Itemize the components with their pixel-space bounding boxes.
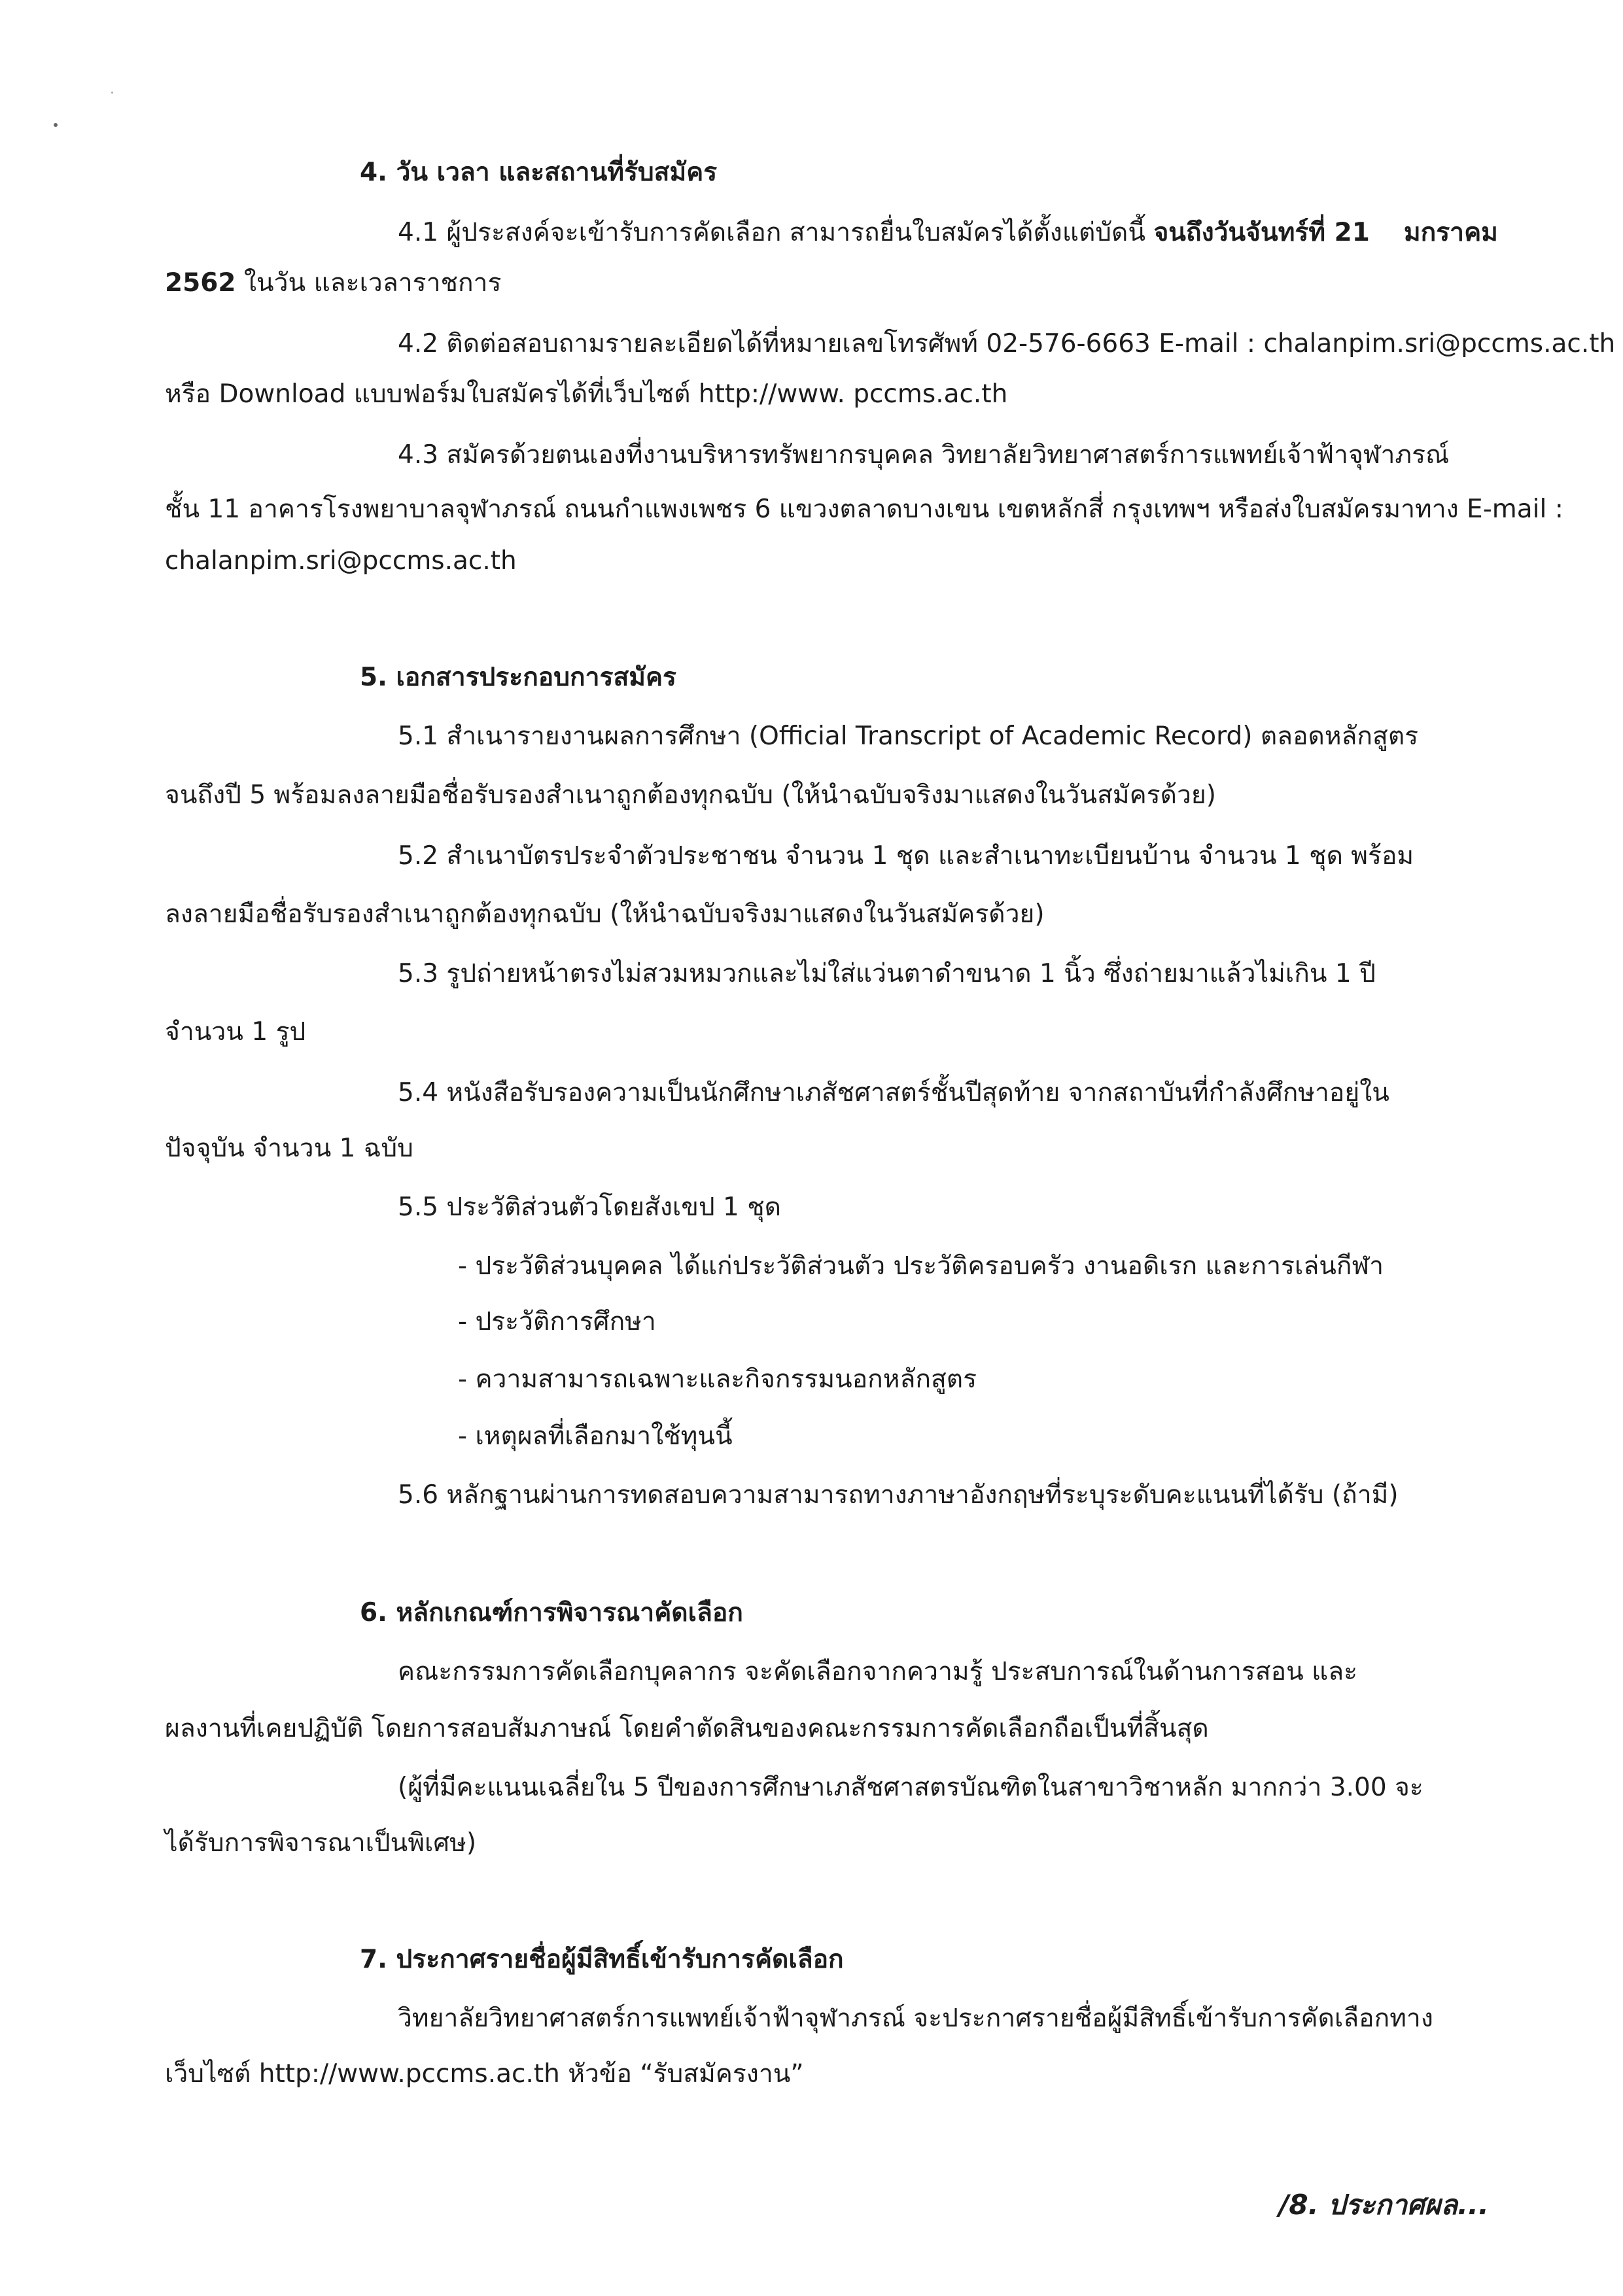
scan-speck bbox=[111, 92, 113, 94]
section-5-5: 5.5 ประวัติส่วนตัวโดยสังเขป 1 ชุด bbox=[398, 1192, 782, 1222]
scan-speck bbox=[54, 123, 58, 127]
section-4-3-line-1: 4.3 สมัครด้วยตนเองที่งานบริหารทรัพยากรบุคคล วิทยาลัยวิทยาศาสตร์การแพทย์เจ้าฟ้าจุฬาภรณ์ bbox=[398, 440, 1450, 470]
deadline-year: 2562 bbox=[165, 268, 236, 298]
text-segment: 4.1 ผู้ประสงค์จะเข้ารับการคัดเลือก สามารถยื่นใบสมัครได้ตั้งแต่บัดนี้ bbox=[398, 218, 1146, 247]
section-4-heading: 4. วัน เวลา และสถานที่รับสมัคร bbox=[360, 158, 718, 187]
section-6-line-2: ผลงานที่เคยปฏิบัติ โดยการสอบสัมภาษณ์ โดยคำตัดสินของคณะกรรมการคัดเลือกถือเป็นที่สิ้นสุด bbox=[165, 1714, 1209, 1743]
section-5-4-line-1: 5.4 หนังสือรับรองความเป็นนักศึกษาเภสัชศาสตร์ชั้นปีสุดท้าย จากสถาบันที่กำลังศึกษาอยู่ใน bbox=[398, 1078, 1389, 1107]
section-6-line-3: (ผู้ที่มีคะแนนเฉลี่ยใน 5 ปีของการศึกษาเภสัชศาสตรบัณฑิตในสาขาวิชาหลัก มากกว่า 3.00 จะ bbox=[398, 1773, 1423, 1802]
section-7-heading: 7. ประกาศรายชื่อผู้มีสิทธิ์เข้ารับการคัดเลือก bbox=[360, 1945, 844, 1974]
section-4-3-line-3: chalanpim.sri@pccms.ac.th bbox=[165, 546, 517, 576]
section-7-line-2: เว็บไซต์ http://www.pccms.ac.th หัวข้อ “รับสมัครงาน” bbox=[165, 2059, 804, 2089]
section-5-6: 5.6 หลักฐานผ่านการทดสอบความสามารถทางภาษาอังกฤษที่ระบุระดับคะแนนที่ได้รับ (ถ้ามี) bbox=[398, 1480, 1399, 1510]
section-7-line-1: วิทยาลัยวิทยาศาสตร์การแพทย์เจ้าฟ้าจุฬาภรณ์ จะประกาศรายชื่อผู้มีสิทธิ์เข้ารับการคัดเลือกทาง bbox=[398, 2004, 1433, 2033]
section-5-2-line-1: 5.2 สำเนาบัตรประจำตัวประชาชน จำนวน 1 ชุด และสำเนาทะเบียนบ้าน จำนวน 1 ชุด พร้อม bbox=[398, 841, 1414, 871]
section-5-5-subitem: - เหตุผลที่เลือกมาใช้ทุนนี้ bbox=[458, 1421, 733, 1451]
deadline-date: จนถึงวันจันทร์ที่ 21 bbox=[1153, 218, 1370, 247]
section-5-3-line-2: จำนวน 1 รูป bbox=[165, 1017, 306, 1047]
section-5-2-line-2: ลงลายมือชื่อรับรองสำเนาถูกต้องทุกฉบับ (ให้นำฉบับจริงมาแสดงในวันสมัครด้วย) bbox=[165, 899, 1045, 929]
section-5-5-subitem: - ความสามารถเฉพาะและกิจกรรมนอกหลักสูตร bbox=[458, 1365, 977, 1394]
section-6-line-4: ได้รับการพิจารณาเป็นพิเศษ) bbox=[165, 1828, 477, 1858]
section-5-3-line-1: 5.3 รูปถ่ายหน้าตรงไม่สวมหมวกและไม่ใส่แว่นตาดำขนาด 1 นิ้ว ซึ่งถ่ายมาแล้วไม่เกิน 1 ปี bbox=[398, 959, 1376, 988]
deadline-month: มกราคม bbox=[1403, 218, 1498, 247]
text-segment: ในวัน และเวลาราชการ bbox=[243, 268, 502, 298]
section-5-5-subitem: - ประวัติการศึกษา bbox=[458, 1307, 656, 1336]
section-4-3-line-2: ชั้น 11 อาคารโรงพยาบาลจุฬาภรณ์ ถนนกำแพงเพชร 6 แขวงตลาดบางเขน เขตหลักสี่ กรุงเทพฯ หรือส่งใบสมัครมาทาง E-mail : bbox=[165, 495, 1563, 524]
section-6-heading: 6. หลักเกณฑ์การพิจารณาคัดเลือก bbox=[360, 1598, 743, 1627]
section-5-5-subitem: - ประวัติส่วนบุคคล ได้แก่ประวัติส่วนตัว ประวัติครอบครัว งานอดิเรก และการเล่นกีฬา bbox=[458, 1251, 1384, 1281]
section-4-2-line-1: 4.2 ติดต่อสอบถามรายละเอียดได้ที่หมายเลขโทรศัพท์ 02-576-6663 E-mail : chalanpim.sri@pccms.ac.th bbox=[398, 329, 1616, 358]
continuation-footer: /8. ประกาศผล... bbox=[1279, 2189, 1489, 2221]
section-5-heading: 5. เอกสารประกอบการสมัคร bbox=[360, 663, 676, 692]
section-4-2-line-2: หรือ Download แบบฟอร์มใบสมัครได้ที่เว็บไซต์ http://www. pccms.ac.th bbox=[165, 379, 1008, 409]
section-5-1-line-2: จนถึงปี 5 พร้อมลงลายมือชื่อรับรองสำเนาถูกต้องทุกฉบับ (ให้นำฉบับจริงมาแสดงในวันสมัครด้วย) bbox=[165, 780, 1216, 810]
section-6-line-1: คณะกรรมการคัดเลือกบุคลากร จะคัดเลือกจากความรู้ ประสบการณ์ในด้านการสอน และ bbox=[398, 1657, 1358, 1686]
section-5-1-line-1: 5.1 สำเนารายงานผลการศึกษา (Official Transcript of Academic Record) ตลอดหลักสูตร bbox=[398, 722, 1419, 751]
section-5-4-line-2: ปัจจุบัน จำนวน 1 ฉบับ bbox=[165, 1134, 413, 1163]
section-4-1-line-2 bbox=[165, 266, 501, 300]
section-4-1-line-1 bbox=[398, 216, 1498, 250]
